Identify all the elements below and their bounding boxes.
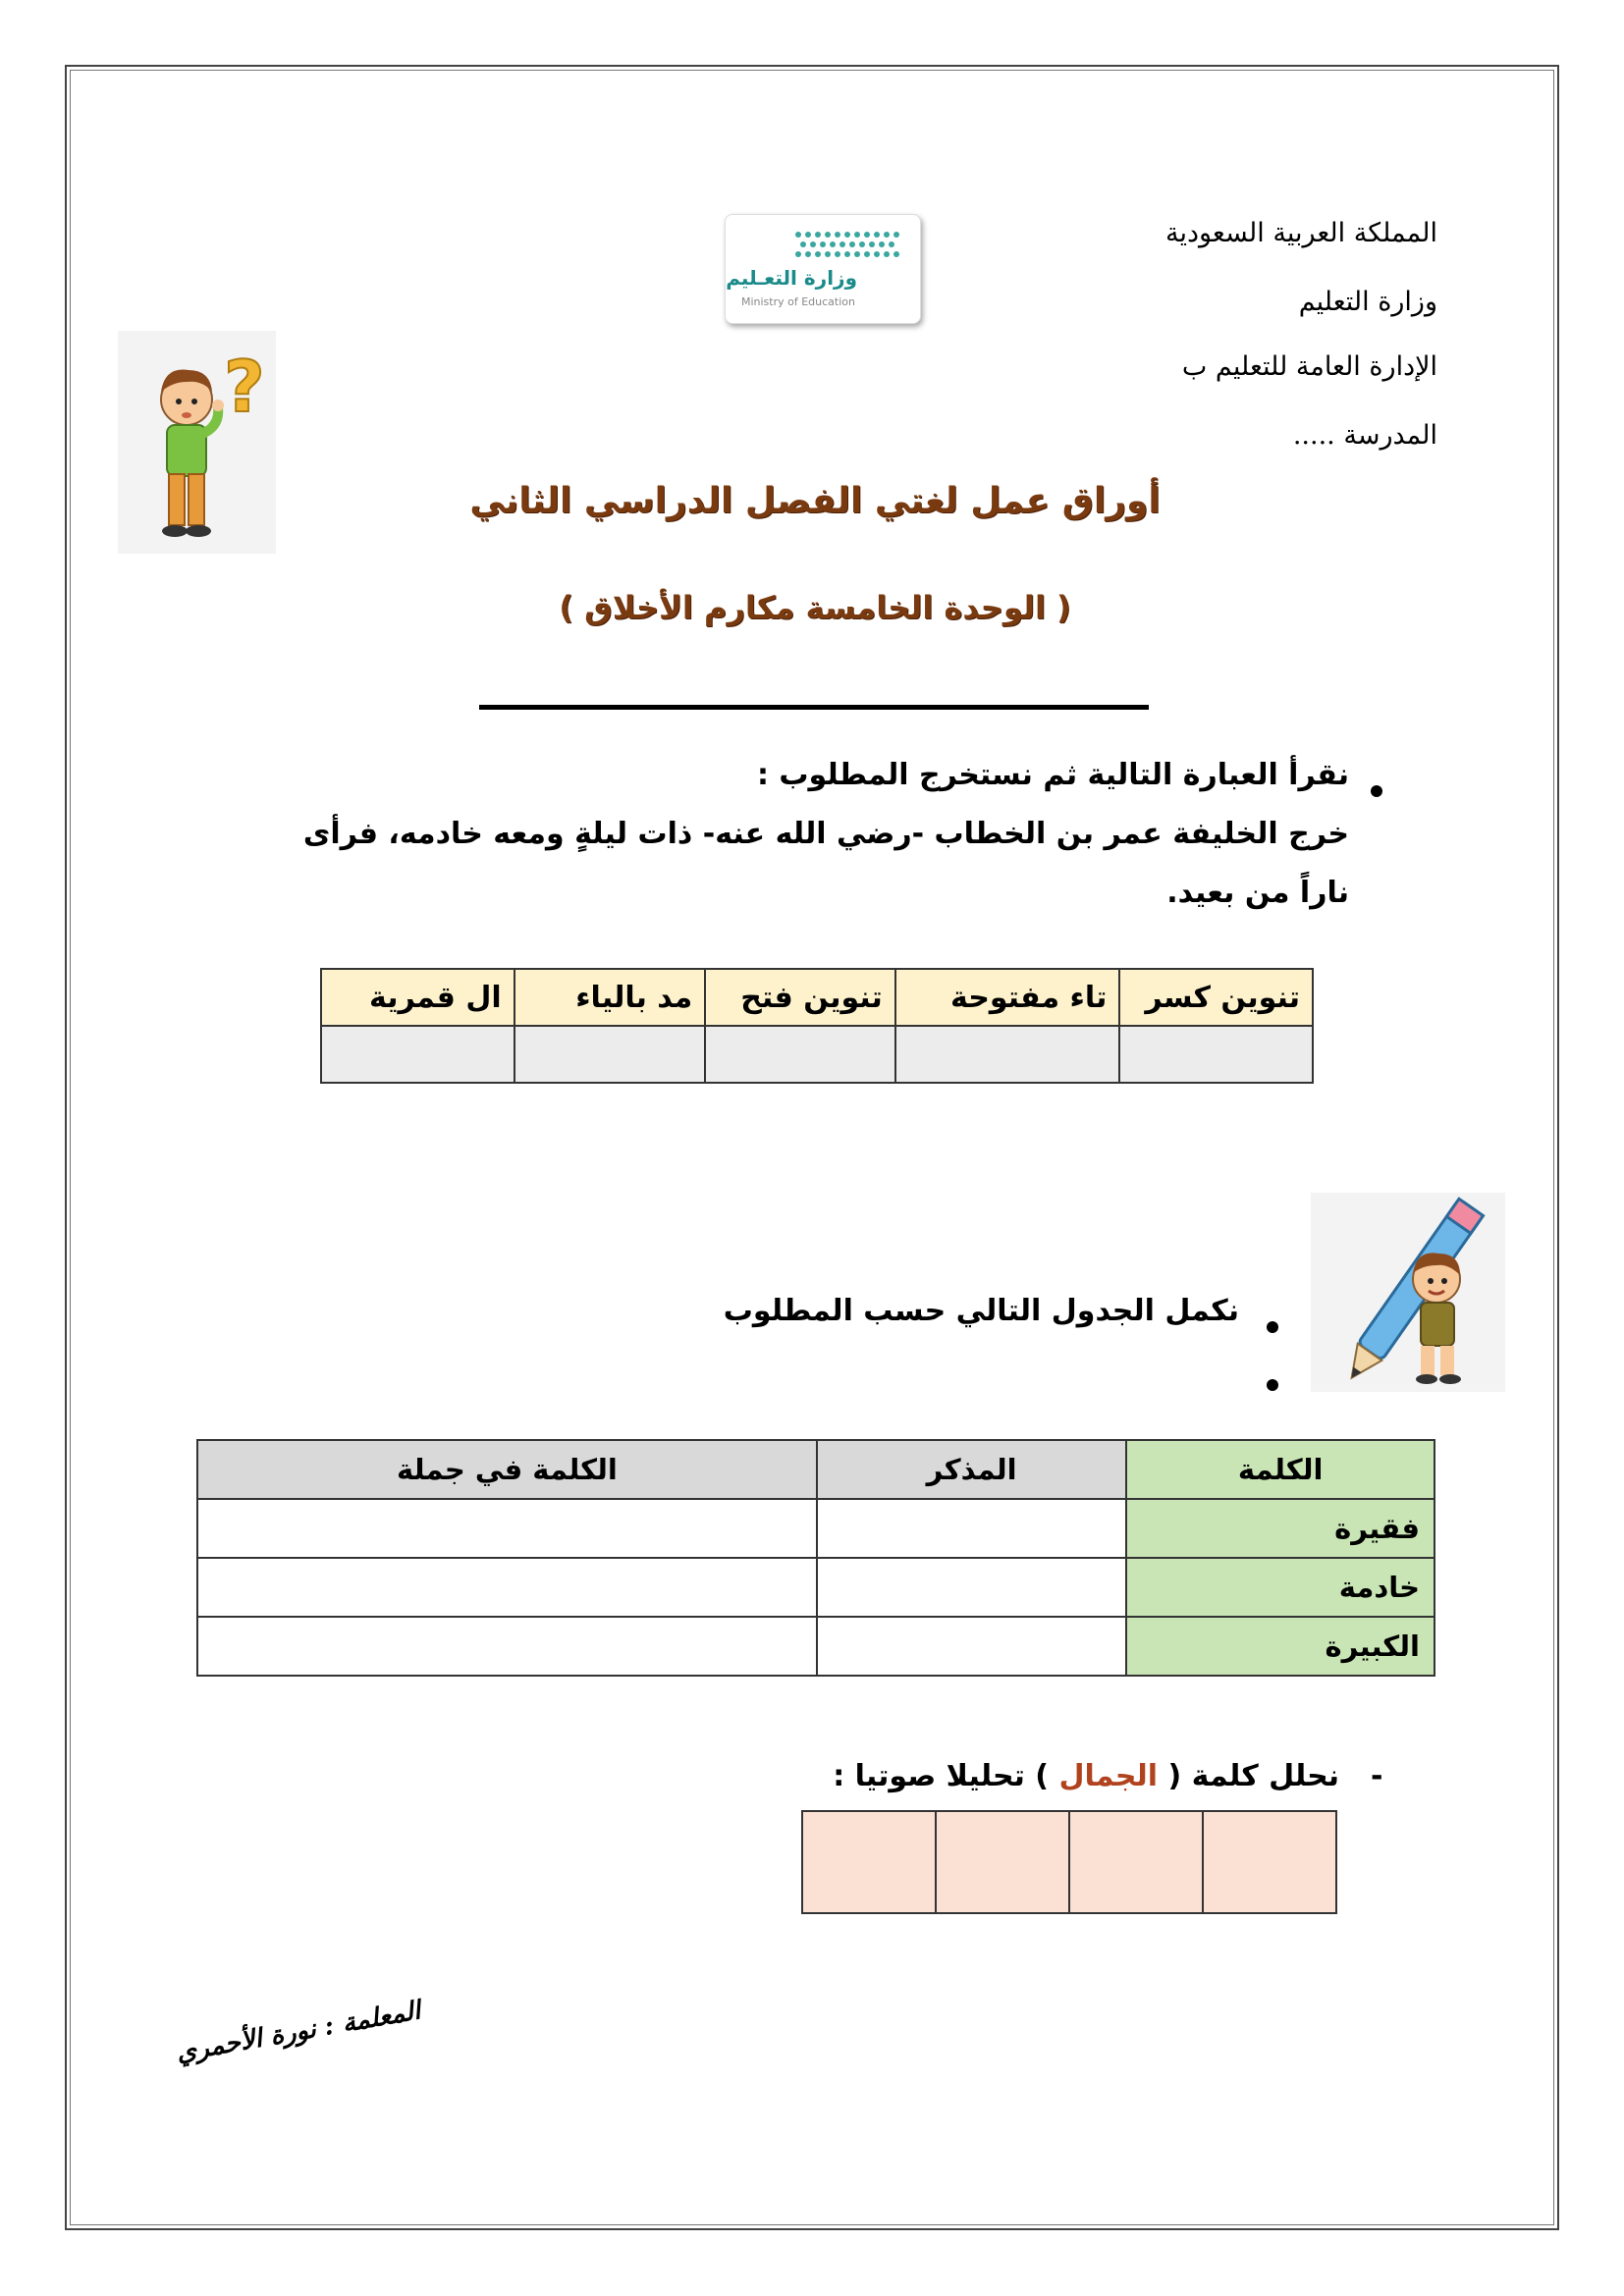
answer-cell[interactable] — [895, 1026, 1120, 1083]
bullet-icon — [1267, 1321, 1278, 1333]
sentence-answer-cell[interactable] — [197, 1499, 817, 1558]
phoneme-cell[interactable] — [1203, 1811, 1336, 1913]
worksheet-title: أوراق عمل لغتي الفصل الدراسي الثاني — [469, 481, 1161, 521]
word-cell: الكبيرة — [1126, 1617, 1435, 1676]
bullet-icon — [1371, 785, 1382, 797]
pencil-boy-illustration — [1311, 1193, 1505, 1392]
section3-dash: - — [1371, 1759, 1383, 1793]
header-al-qamariya: ال قمرية — [321, 969, 514, 1026]
phoneme-cell[interactable] — [802, 1811, 936, 1913]
sentence-answer-cell[interactable] — [197, 1617, 817, 1676]
ministry-logo-english: Ministry of Education — [740, 295, 855, 308]
sentence-answer-cell[interactable] — [197, 1558, 817, 1617]
thinking-boy-illustration — [118, 331, 276, 554]
header-tanween-fath: تنوين فتح — [705, 969, 895, 1026]
header-administration: الإدارة العامة للتعليم ب — [1181, 351, 1437, 382]
teacher-signature: المعلمة : نورة الأحمري — [174, 1996, 423, 2068]
phonetic-analysis-table — [801, 1810, 1337, 1914]
ministry-logo-dots-icon — [792, 229, 910, 264]
unit-title: ( الوحدة الخامسة مكارم الأخلاق ) — [559, 589, 1071, 626]
section3-prefix: نحلل كلمة ( — [1167, 1759, 1339, 1793]
section3-suffix: ) تحليلا صوتيا : — [833, 1759, 1049, 1793]
svg-text:?: ? — [224, 346, 265, 428]
answer-cell[interactable] — [321, 1026, 514, 1083]
section1-passage-line1: خرج الخليفة عمر بن الخطاب -رضي الله عنه- ذات ليلةٍ ومعه خادمه، فرأى — [302, 817, 1349, 851]
header-word: الكلمة — [1126, 1440, 1435, 1499]
header-word-in-sentence: الكلمة في جملة — [197, 1440, 817, 1499]
ministry-logo — [725, 214, 921, 324]
answer-cell[interactable] — [514, 1026, 706, 1083]
word-cell: فقيرة — [1126, 1499, 1435, 1558]
phoneme-cell[interactable] — [1069, 1811, 1203, 1913]
section3-word: الجمال — [1058, 1759, 1159, 1793]
answer-cell[interactable] — [705, 1026, 895, 1083]
completion-table — [196, 1439, 1435, 1677]
header-country: المملكة العربية السعودية — [1164, 218, 1437, 248]
section3-instruction — [833, 1759, 1339, 1793]
word-cell: خادمة — [1126, 1558, 1435, 1617]
masculine-answer-cell[interactable] — [817, 1499, 1127, 1558]
masculine-answer-cell[interactable] — [817, 1617, 1127, 1676]
title-divider — [479, 705, 1149, 710]
header-school: المدرسة ..... — [1292, 420, 1437, 451]
section2-instruction: نكمل الجدول التالي حسب المطلوب — [723, 1294, 1239, 1328]
phoneme-cell[interactable] — [936, 1811, 1069, 1913]
header-masculine: المذكر — [817, 1440, 1127, 1499]
bullet-icon — [1267, 1379, 1278, 1391]
answer-cell[interactable] — [1119, 1026, 1313, 1083]
section1-passage-line2: ناراً من بعيد. — [1166, 876, 1349, 910]
ministry-logo-arabic: وزارة التعـليم — [726, 266, 857, 290]
header-ministry: وزارة التعليم — [1298, 287, 1437, 317]
header-taa-maftuha: تاء مفتوحة — [895, 969, 1120, 1026]
header-madd-yaa: مد بالياء — [514, 969, 706, 1026]
extraction-table — [320, 968, 1314, 1084]
section1-instruction: نقرأ العبارة التالية ثم نستخرج المطلوب : — [756, 758, 1349, 792]
masculine-answer-cell[interactable] — [817, 1558, 1127, 1617]
header-tanween-kasr: تنوين كسر — [1119, 969, 1313, 1026]
